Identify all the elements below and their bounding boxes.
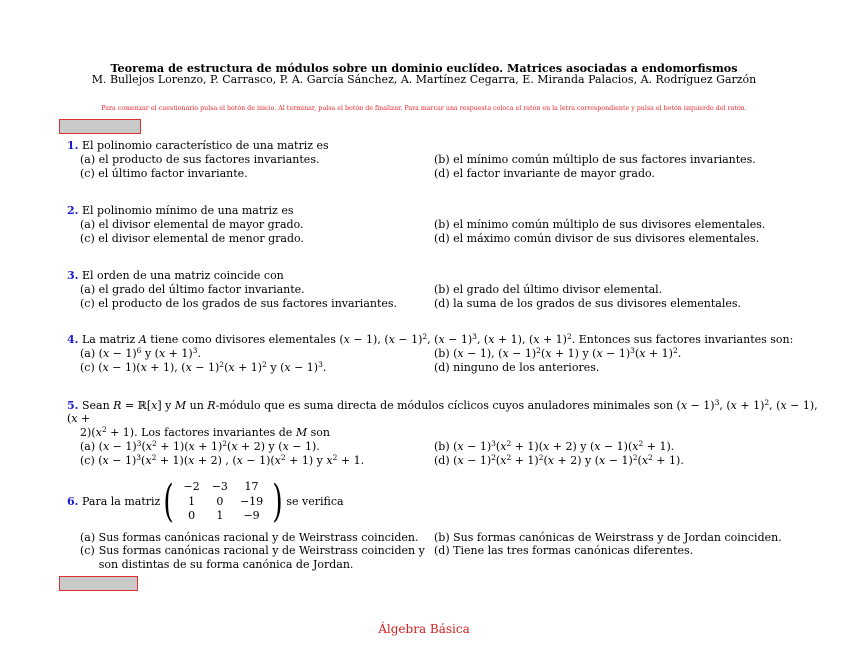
option-letter[interactable]: (a) (80, 153, 96, 167)
question-stem: El polinomio característico de una matriz es (81, 139, 329, 152)
question-stem: 5. Sean R = ℝ[x] y M un R-módulo que es suma directa de módulos cíclicos cuyos anuladores minimales son $(x - 1)^3$, $(x + 1)^2$, (x − 1), (x + $2)(x^2 + 1)$. Los factores invariantes de M son (67, 398, 818, 439)
matrix-cell: 1 (188, 494, 196, 508)
option-text: Tiene las tres formas canónicas diferentes. (453, 544, 694, 558)
question-stem: El orden de una matriz coincide con (81, 269, 284, 282)
matrix-cell: −19 (239, 494, 264, 508)
footer-title: Álgebra Básica (378, 622, 470, 636)
question-1 (67, 139, 823, 180)
question-number: 1. (67, 139, 79, 152)
question-stem: 4. La matriz A tiene como divisores elementales (x − 1), $(x - 1)^2$, $(x - 1)^3$, (x + 1), $(x + 1)^2$. Entonces sus factores invariantes son: (67, 332, 794, 346)
option-5c: (c) $(x - 1)^3(x^2 + 1)(x + 2)$ , $(x - 1)(x^2 + 1)$ y $x^2 + 1$. (80, 452, 365, 467)
option-letter[interactable]: (b) (434, 440, 450, 454)
question-6 (67, 478, 823, 571)
option-letter[interactable]: (d) (434, 453, 450, 467)
option-text: el último factor invariante. (98, 166, 248, 180)
option-text: el mínimo común múltiplo de sus divisores elementales. (453, 218, 766, 232)
option-letter[interactable]: (b) (434, 218, 450, 232)
question-5 (67, 399, 823, 467)
finish-button[interactable] (59, 576, 138, 591)
option-text: el máximo común divisor de sus divisores elementales. (453, 231, 760, 245)
option-letter[interactable]: (b) (434, 347, 450, 361)
authors: M. Bullejos Lorenzo, P. Carrasco, P. A. García Sánchez, A. Martínez Cegarra, E. Miranda Palacios, A. Rodríguez Garzón (91, 73, 757, 86)
option-6d (434, 544, 814, 571)
option-3d (434, 297, 814, 310)
option-text: Sus formas canónicas racional y de Weirstrass coinciden. (98, 531, 419, 544)
matrix-cell: −9 (243, 509, 260, 523)
option-text: el divisor elemental de mayor grado. (98, 218, 304, 232)
question-stem: El polinomio mínimo de una matriz es (81, 204, 294, 217)
option-letter[interactable]: (a) (80, 531, 96, 544)
option-4b: (b) (x − 1), $(x - 1)^2(x + 1)$ y $(x - 1)^3(x + 1)^2$. (434, 346, 682, 361)
option-text: Sus formas canónicas racional y de Weirstrass coinciden y son distintas de su forma canónica de Jordan. (98, 544, 425, 571)
question-number: 3. (67, 269, 79, 282)
option-letter[interactable]: (d) (434, 544, 450, 558)
option-2c (67, 232, 434, 245)
option-letter[interactable]: (d) (434, 166, 450, 180)
option-text: ninguno de los anteriores. (453, 360, 600, 374)
option-letter[interactable]: (c) (80, 544, 95, 558)
option-letter[interactable]: (a) (80, 283, 96, 297)
question-2 (67, 204, 823, 245)
option-letter[interactable]: (d) (434, 360, 450, 374)
question-3 (67, 269, 823, 310)
question-number: 2. (67, 204, 79, 217)
option-2a (67, 218, 434, 231)
option-4d (434, 361, 814, 374)
option-6c (67, 544, 434, 571)
option-5a: (a) $(x - 1)^3(x^2 + 1)(x + 1)^2(x + 2)$ y (x − 1). (80, 439, 320, 454)
start-button[interactable] (59, 119, 141, 134)
option-6b (434, 531, 814, 544)
option-letter[interactable]: (a) (80, 440, 96, 454)
option-text: Sus formas canónicas de Weirstrass y de Jordan coinciden. (453, 531, 782, 544)
matrix-cell: −2 (183, 480, 200, 494)
option-letter[interactable]: (c) (80, 360, 95, 374)
option-letter[interactable]: (a) (80, 218, 96, 232)
option-letter[interactable]: (b) (434, 531, 450, 544)
option-1c (67, 167, 434, 180)
option-text: el divisor elemental de menor grado. (98, 231, 304, 245)
option-text: el grado del último factor invariante. (98, 283, 305, 297)
option-text: el factor invariante de mayor grado. (453, 166, 655, 180)
option-1a (67, 153, 434, 166)
matrix-cell: −3 (211, 480, 228, 494)
question-stem: Para la matriz (81, 495, 161, 509)
matrix-cell: 1 (216, 509, 224, 523)
option-3a (67, 283, 434, 296)
option-1b (434, 153, 814, 166)
option-text: la suma de los grados de sus divisores elementales. (453, 296, 742, 310)
quiz-title: Teorema de estructura de módulos sobre un dominio euclídeo. Matrices asociadas a endomorfismos (110, 61, 738, 75)
option-1d (434, 167, 814, 180)
option-letter[interactable]: (b) (434, 283, 450, 297)
question-number: 5. (67, 399, 79, 412)
option-text: el grado del último divisor elemental. (453, 283, 663, 297)
option-3b (434, 283, 814, 296)
instructions: Para comenzar el cuestionario pulsa el botón de inicio. Al terminar, pulsa el botón de finalizar. Para marcar una respuesta coloca el ratón en la letra correspondiente y pulsa el botón izquierdo del ratón. (101, 105, 747, 112)
option-letter[interactable]: (c) (80, 296, 95, 310)
option-letter[interactable]: (a) (80, 347, 96, 361)
option-5b: (b) $(x - 1)^3(x^2 + 1)(x + 2)$ y $(x - 1)(x^2 + 1)$. (434, 439, 675, 454)
matrix-cell: 0 (188, 509, 196, 523)
matrix-cell: 17 (244, 480, 259, 494)
question-4 (67, 333, 823, 374)
option-letter[interactable]: (c) (80, 166, 95, 180)
option-6a (67, 531, 434, 544)
option-letter[interactable]: (c) (80, 231, 95, 245)
option-4c: (c) (x − 1)(x + 1), $(x - 1)^2(x + 1)^2$ y $(x - 1)^3$. (80, 359, 327, 374)
option-2d (434, 232, 814, 245)
option-letter[interactable]: (d) (434, 296, 450, 310)
option-4a: (a) $(x - 1)^6$ y $(x + 1)^3$. (80, 346, 201, 361)
option-text: el producto de los grados de sus factores invariantes. (98, 296, 398, 310)
matrix-cell: 0 (216, 494, 224, 508)
option-3c (67, 297, 434, 310)
option-letter[interactable]: (c) (80, 453, 95, 467)
question-number: 4. (67, 333, 79, 346)
matrix: ( −2 −3 17 1 0 −19 0 1 −9 ) (163, 476, 283, 527)
option-letter[interactable]: (d) (434, 231, 450, 245)
option-text: el producto de sus factores invariantes. (98, 153, 320, 167)
option-text: el mínimo común múltiplo de sus factores invariantes. (453, 153, 756, 167)
option-5d: (d) $(x - 1)^2(x^2 + 1)^2(x + 2)$ y $(x - 1)^2(x^2 + 1)$. (434, 452, 684, 467)
option-letter[interactable]: (b) (434, 153, 450, 167)
question-stem-end: se verifica (286, 495, 344, 509)
question-number: 6. (67, 495, 79, 509)
option-2b (434, 218, 814, 231)
